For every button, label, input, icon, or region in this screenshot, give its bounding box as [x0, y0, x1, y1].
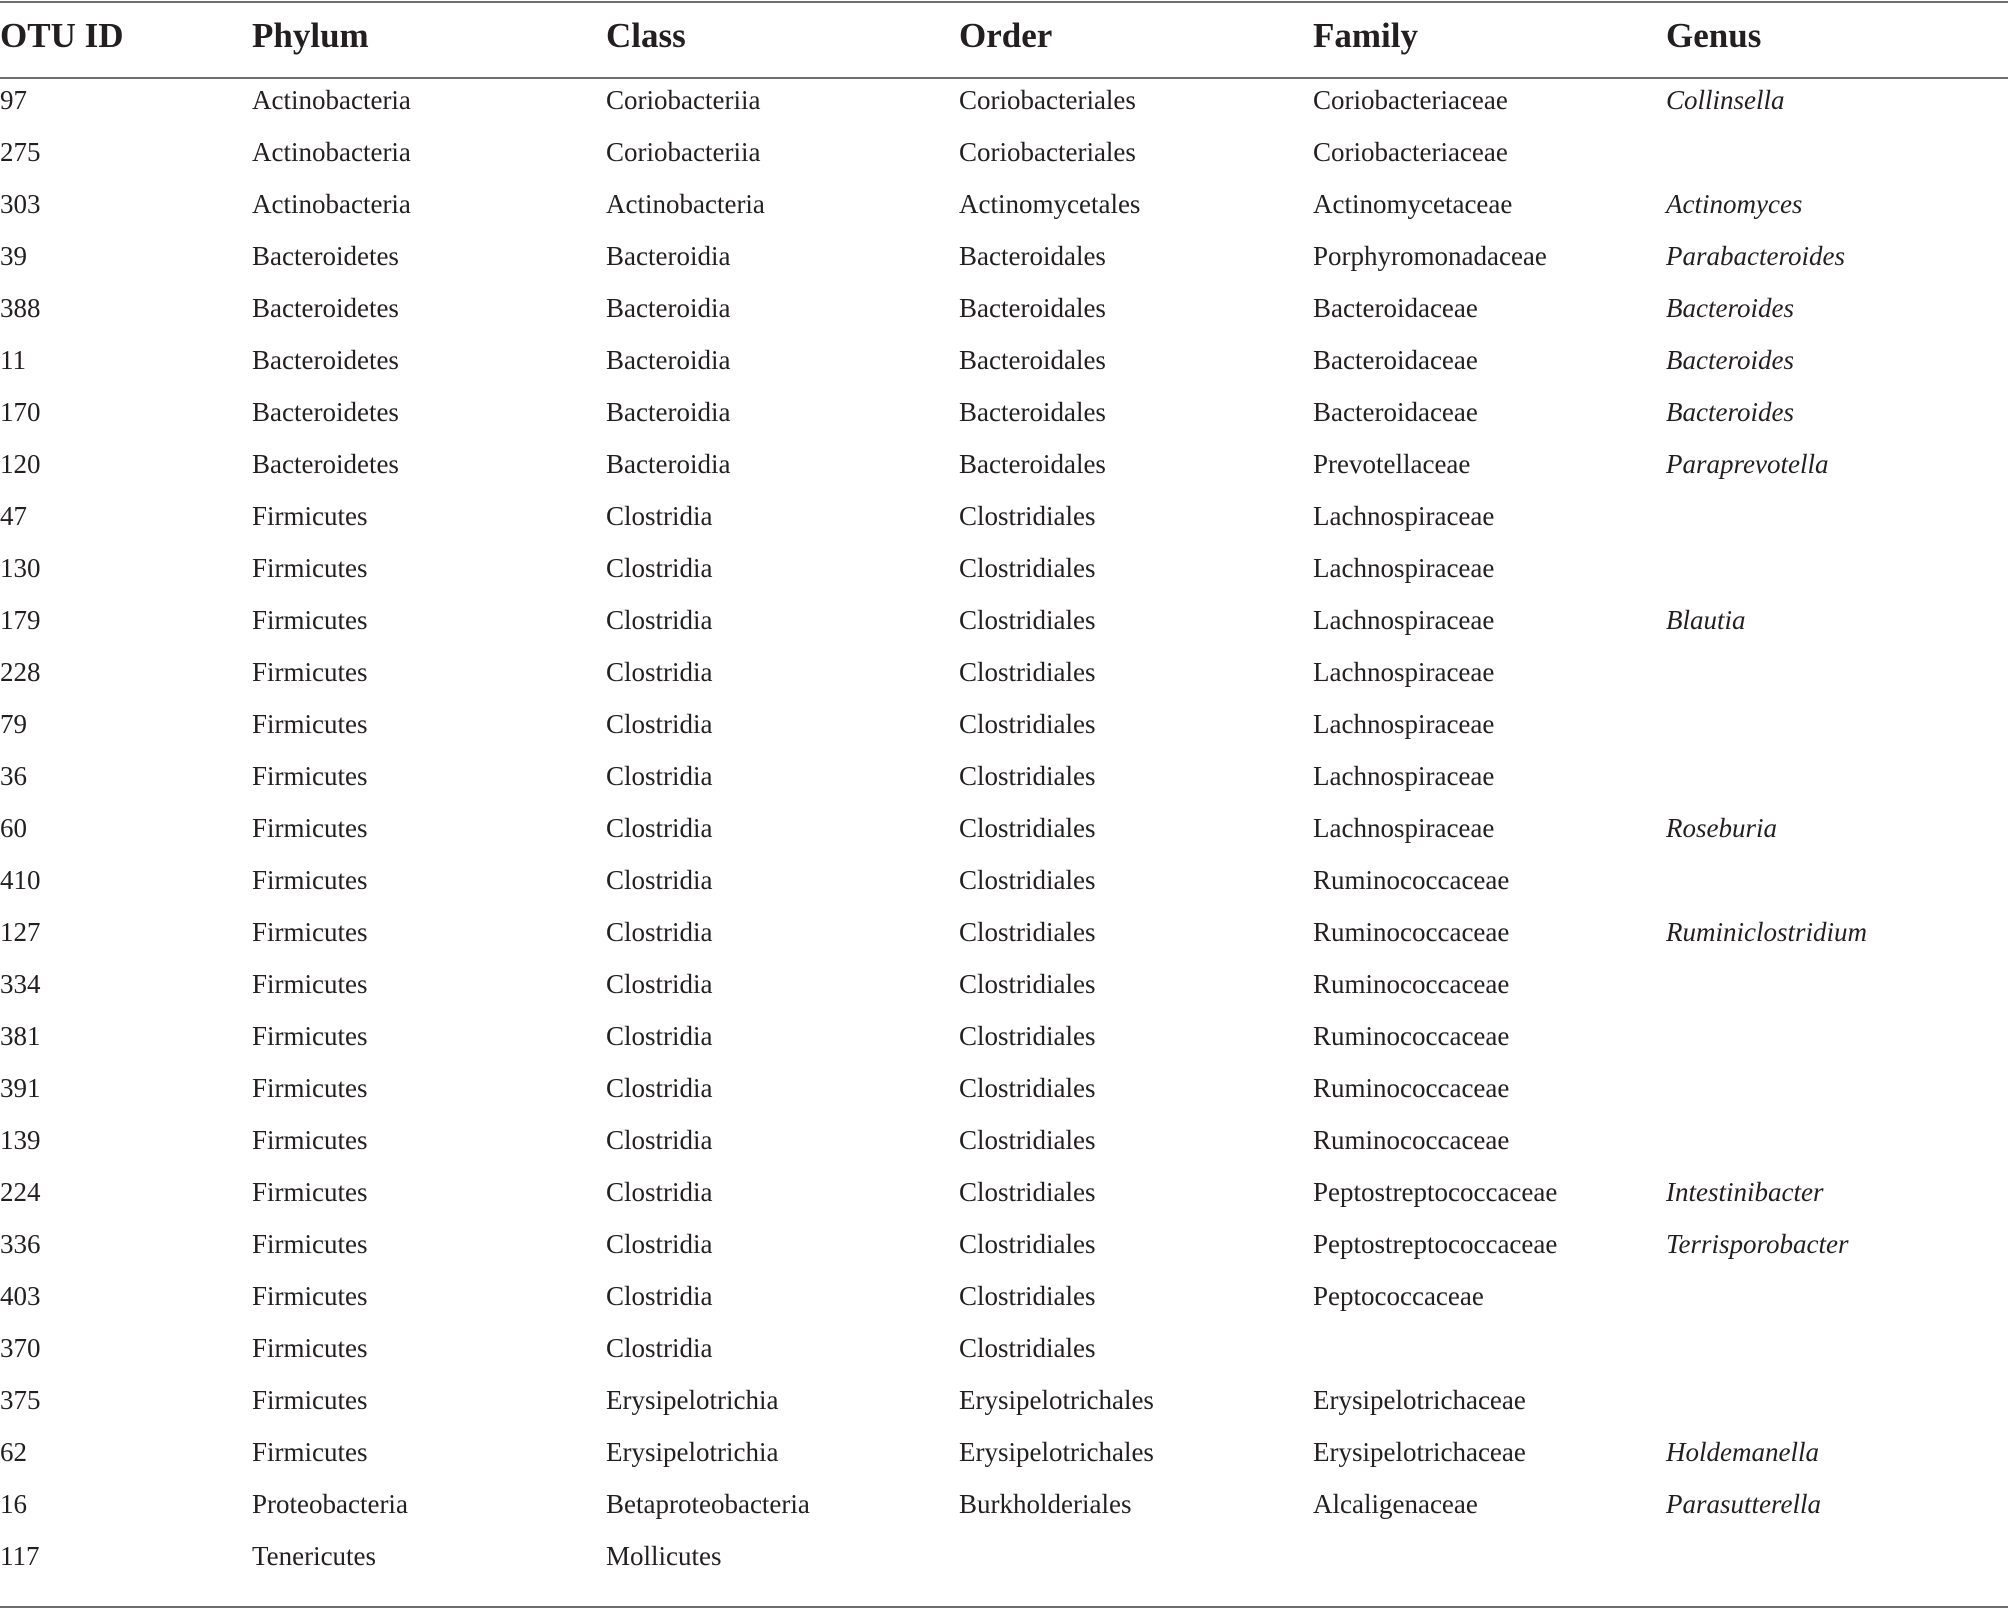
- cell-family: Bacteroidaceae: [1313, 344, 1478, 375]
- top-rule: [0, 1, 2008, 3]
- cell-genus: [1666, 1118, 2008, 1170]
- header-phylum: Phylum: [252, 15, 369, 55]
- cell-class: Clostridia: [606, 916, 713, 947]
- cell-class: Coriobacteriia: [606, 84, 761, 115]
- cell-family: Lachnospiraceae: [1313, 604, 1495, 635]
- cell-otu-id: 117: [0, 1540, 40, 1571]
- cell-family: Bacteroidaceae: [1313, 292, 1478, 323]
- cell-order: Clostridiales: [959, 968, 1096, 999]
- cell-phylum: Firmicutes: [252, 864, 368, 895]
- table-row: [0, 1222, 2008, 1274]
- cell-class: Mollicutes: [606, 1540, 722, 1571]
- cell-family: Erysipelotrichaceae: [1313, 1436, 1526, 1467]
- cell-order: Clostridiales: [959, 864, 1096, 895]
- cell-order: Bacteroidales: [959, 240, 1106, 271]
- cell-family: Ruminococcaceae: [1313, 1072, 1510, 1103]
- cell-otu-id: 391: [0, 1072, 41, 1103]
- table-row: [0, 910, 2008, 962]
- table-body: [0, 78, 2008, 1586]
- header-order: Order: [959, 15, 1053, 55]
- cell-otu-id: 403: [0, 1280, 41, 1311]
- cell-class: Erysipelotrichia: [606, 1436, 779, 1467]
- cell-otu-id: 130: [0, 552, 41, 583]
- table-row: [0, 1430, 2008, 1482]
- cell-phylum: Firmicutes: [252, 1436, 368, 1467]
- cell-phylum: Proteobacteria: [252, 1488, 408, 1519]
- cell-order: Clostridiales: [959, 500, 1096, 531]
- cell-otu-id: 16: [0, 1488, 27, 1519]
- cell-family: Lachnospiraceae: [1313, 760, 1495, 791]
- cell-genus: Blautia: [1666, 604, 1746, 635]
- cell-otu-id: 334: [0, 968, 41, 999]
- header-class: Class: [606, 15, 686, 55]
- cell-otu-id: 370: [0, 1332, 41, 1363]
- cell-class: Bacteroidia: [606, 448, 731, 479]
- cell-phylum: Firmicutes: [252, 968, 368, 999]
- cell-phylum: Bacteroidetes: [252, 448, 399, 479]
- cell-family: Ruminococcaceae: [1313, 1124, 1510, 1155]
- cell-order: Clostridiales: [959, 812, 1096, 843]
- cell-otu-id: 228: [0, 656, 41, 687]
- cell-family: Lachnospiraceae: [1313, 708, 1495, 739]
- cell-order: Clostridiales: [959, 1020, 1096, 1051]
- cell-class: Clostridia: [606, 1280, 713, 1311]
- table-row: [0, 1378, 2008, 1430]
- header-rule: [0, 77, 2008, 79]
- cell-class: Clostridia: [606, 760, 713, 791]
- cell-otu-id: 224: [0, 1176, 41, 1207]
- header-row: [0, 0, 2008, 78]
- cell-otu-id: 97: [0, 84, 27, 115]
- cell-otu-id: 11: [0, 344, 26, 375]
- table-row: [0, 598, 2008, 650]
- cell-class: Clostridia: [606, 656, 713, 687]
- cell-phylum: Actinobacteria: [252, 84, 411, 115]
- cell-otu-id: 47: [0, 500, 27, 531]
- cell-class: Bacteroidia: [606, 344, 731, 375]
- cell-order: Clostridiales: [959, 760, 1096, 791]
- cell-family: Actinomycetaceae: [1313, 188, 1513, 219]
- cell-family: Coriobacteriaceae: [1313, 84, 1508, 115]
- cell-phylum: Firmicutes: [252, 604, 368, 635]
- table-row: [0, 1014, 2008, 1066]
- bottom-rule: [0, 1606, 2008, 1608]
- cell-family: Lachnospiraceae: [1313, 656, 1495, 687]
- cell-family: Bacteroidaceae: [1313, 396, 1478, 427]
- cell-phylum: Firmicutes: [252, 708, 368, 739]
- cell-otu-id: 303: [0, 188, 41, 219]
- cell-otu-id: 179: [0, 604, 41, 635]
- table-row: [0, 702, 2008, 754]
- table-row: [0, 962, 2008, 1014]
- cell-class: Bacteroidia: [606, 240, 731, 271]
- table-row: [0, 1482, 2008, 1534]
- cell-otu-id: 39: [0, 240, 27, 271]
- cell-phylum: Actinobacteria: [252, 188, 411, 219]
- cell-order: Clostridiales: [959, 1280, 1096, 1311]
- header-otu-id: OTU ID: [0, 15, 124, 55]
- cell-family: [1313, 1326, 1666, 1378]
- cell-phylum: Tenericutes: [252, 1540, 377, 1571]
- cell-otu-id: 336: [0, 1228, 41, 1259]
- cell-otu-id: 375: [0, 1384, 41, 1415]
- cell-family: Peptostreptococcaceae: [1313, 1228, 1558, 1259]
- cell-phylum: Firmicutes: [252, 1072, 368, 1103]
- cell-class: Actinobacteria: [606, 188, 765, 219]
- cell-order: Clostridiales: [959, 1332, 1096, 1363]
- cell-genus: [1666, 1534, 2008, 1586]
- cell-class: Clostridia: [606, 1124, 713, 1155]
- cell-genus: Bacteroides: [1666, 292, 1794, 323]
- cell-otu-id: 36: [0, 760, 27, 791]
- cell-genus: Terrisporobacter: [1666, 1228, 1849, 1259]
- cell-order: Clostridiales: [959, 656, 1096, 687]
- table-row: [0, 182, 2008, 234]
- cell-class: Clostridia: [606, 1020, 713, 1051]
- cell-class: Erysipelotrichia: [606, 1384, 779, 1415]
- cell-family: Lachnospiraceae: [1313, 552, 1495, 583]
- cell-family: Lachnospiraceae: [1313, 500, 1495, 531]
- cell-genus: Paraprevotella: [1666, 448, 1829, 479]
- cell-class: Coriobacteriia: [606, 136, 761, 167]
- cell-phylum: Firmicutes: [252, 552, 368, 583]
- table-row: [0, 130, 2008, 182]
- cell-genus: Bacteroides: [1666, 344, 1794, 375]
- cell-order: Burkholderiales: [959, 1488, 1132, 1519]
- cell-class: Clostridia: [606, 1072, 713, 1103]
- cell-genus: [1666, 702, 2008, 754]
- cell-order: Clostridiales: [959, 552, 1096, 583]
- cell-phylum: Firmicutes: [252, 812, 368, 843]
- cell-order: Bacteroidales: [959, 344, 1106, 375]
- cell-phylum: Firmicutes: [252, 500, 368, 531]
- cell-genus: [1666, 754, 2008, 806]
- cell-genus: [1666, 650, 2008, 702]
- table-row: [0, 858, 2008, 910]
- cell-phylum: Firmicutes: [252, 1384, 368, 1415]
- cell-order: Bacteroidales: [959, 292, 1106, 323]
- cell-otu-id: 170: [0, 396, 41, 427]
- cell-phylum: Firmicutes: [252, 1332, 368, 1363]
- cell-class: Betaproteobacteria: [606, 1488, 810, 1519]
- cell-class: Clostridia: [606, 968, 713, 999]
- table-row: [0, 806, 2008, 858]
- cell-genus: [1666, 494, 2008, 546]
- cell-class: Bacteroidia: [606, 396, 731, 427]
- table-row: [0, 494, 2008, 546]
- cell-family: Ruminococcaceae: [1313, 1020, 1510, 1051]
- cell-phylum: Bacteroidetes: [252, 344, 399, 375]
- cell-family: Ruminococcaceae: [1313, 968, 1510, 999]
- cell-genus: [1666, 1066, 2008, 1118]
- cell-otu-id: 120: [0, 448, 41, 479]
- cell-otu-id: 388: [0, 292, 41, 323]
- cell-order: Bacteroidales: [959, 448, 1106, 479]
- cell-otu-id: 139: [0, 1124, 41, 1155]
- table-row: [0, 1274, 2008, 1326]
- cell-genus: [1666, 130, 2008, 182]
- cell-otu-id: 410: [0, 864, 41, 895]
- cell-family: Lachnospiraceae: [1313, 812, 1495, 843]
- cell-class: Clostridia: [606, 552, 713, 583]
- table-header: [0, 0, 2008, 78]
- cell-order: Clostridiales: [959, 916, 1096, 947]
- cell-genus: [1666, 1378, 2008, 1430]
- cell-family: Ruminococcaceae: [1313, 864, 1510, 895]
- cell-phylum: Firmicutes: [252, 1176, 368, 1207]
- cell-class: Clostridia: [606, 1176, 713, 1207]
- table-row: [0, 1534, 2008, 1586]
- cell-genus: Actinomyces: [1666, 188, 1803, 219]
- table-row: [0, 1326, 2008, 1378]
- cell-genus: [1666, 1014, 2008, 1066]
- cell-genus: [1666, 1274, 2008, 1326]
- cell-genus: Intestinibacter: [1666, 1176, 1824, 1207]
- cell-phylum: Firmicutes: [252, 1124, 368, 1155]
- cell-family: Coriobacteriaceae: [1313, 136, 1508, 167]
- cell-order: Bacteroidales: [959, 396, 1106, 427]
- table-row: [0, 442, 2008, 494]
- cell-genus: Parabacteroides: [1666, 240, 1845, 271]
- table-row: [0, 546, 2008, 598]
- cell-order: Clostridiales: [959, 1072, 1096, 1103]
- cell-otu-id: 60: [0, 812, 27, 843]
- cell-genus: Holdemanella: [1666, 1436, 1819, 1467]
- cell-order: Clostridiales: [959, 1124, 1096, 1155]
- cell-order: Clostridiales: [959, 1176, 1096, 1207]
- cell-order: Coriobacteriales: [959, 136, 1136, 167]
- cell-phylum: Bacteroidetes: [252, 396, 399, 427]
- cell-phylum: Firmicutes: [252, 1280, 368, 1311]
- cell-genus: Collinsella: [1666, 84, 1785, 115]
- cell-otu-id: 79: [0, 708, 27, 739]
- cell-order: Clostridiales: [959, 708, 1096, 739]
- cell-order: [959, 1534, 1313, 1586]
- cell-phylum: Actinobacteria: [252, 136, 411, 167]
- header-genus: Genus: [1666, 15, 1762, 55]
- cell-otu-id: 127: [0, 916, 41, 947]
- cell-genus: Bacteroides: [1666, 396, 1794, 427]
- cell-otu-id: 62: [0, 1436, 27, 1467]
- cell-genus: Roseburia: [1666, 812, 1777, 843]
- cell-class: Clostridia: [606, 812, 713, 843]
- table-row: [0, 286, 2008, 338]
- cell-family: Prevotellaceae: [1313, 448, 1471, 479]
- cell-genus: Parasutterella: [1666, 1488, 1821, 1519]
- cell-order: Erysipelotrichales: [959, 1436, 1154, 1467]
- cell-otu-id: 381: [0, 1020, 41, 1051]
- cell-order: Clostridiales: [959, 1228, 1096, 1259]
- cell-order: Coriobacteriales: [959, 84, 1136, 115]
- table-row: [0, 78, 2008, 130]
- cell-class: Clostridia: [606, 864, 713, 895]
- table-row: [0, 390, 2008, 442]
- cell-family: [1313, 1534, 1666, 1586]
- cell-family: Porphyromonadaceae: [1313, 240, 1547, 271]
- cell-phylum: Firmicutes: [252, 656, 368, 687]
- cell-class: Clostridia: [606, 1332, 713, 1363]
- cell-genus: Ruminiclostridium: [1666, 916, 1867, 947]
- cell-class: Clostridia: [606, 1228, 713, 1259]
- table-row: [0, 1118, 2008, 1170]
- cell-order: Actinomycetales: [959, 188, 1141, 219]
- table-row: [0, 234, 2008, 286]
- cell-genus: [1666, 962, 2008, 1014]
- cell-genus: [1666, 858, 2008, 910]
- cell-family: Alcaligenaceae: [1313, 1488, 1478, 1519]
- cell-phylum: Firmicutes: [252, 1228, 368, 1259]
- cell-class: Clostridia: [606, 708, 713, 739]
- table-row: [0, 338, 2008, 390]
- cell-phylum: Firmicutes: [252, 1020, 368, 1051]
- table-row: [0, 754, 2008, 806]
- cell-phylum: Firmicutes: [252, 760, 368, 791]
- cell-family: Ruminococcaceae: [1313, 916, 1510, 947]
- header-family: Family: [1313, 15, 1418, 55]
- cell-order: Clostridiales: [959, 604, 1096, 635]
- cell-family: Peptococcaceae: [1313, 1280, 1484, 1311]
- cell-genus: [1666, 1326, 2008, 1378]
- cell-class: Clostridia: [606, 500, 713, 531]
- cell-class: Bacteroidia: [606, 292, 731, 323]
- cell-phylum: Firmicutes: [252, 916, 368, 947]
- cell-genus: [1666, 546, 2008, 598]
- table-row: [0, 1066, 2008, 1118]
- table-row: [0, 1170, 2008, 1222]
- cell-family: Peptostreptococcaceae: [1313, 1176, 1558, 1207]
- table-row: [0, 650, 2008, 702]
- cell-phylum: Bacteroidetes: [252, 292, 399, 323]
- cell-class: Clostridia: [606, 604, 713, 635]
- cell-order: Erysipelotrichales: [959, 1384, 1154, 1415]
- cell-otu-id: 275: [0, 136, 41, 167]
- cell-family: Erysipelotrichaceae: [1313, 1384, 1526, 1415]
- cell-phylum: Bacteroidetes: [252, 240, 399, 271]
